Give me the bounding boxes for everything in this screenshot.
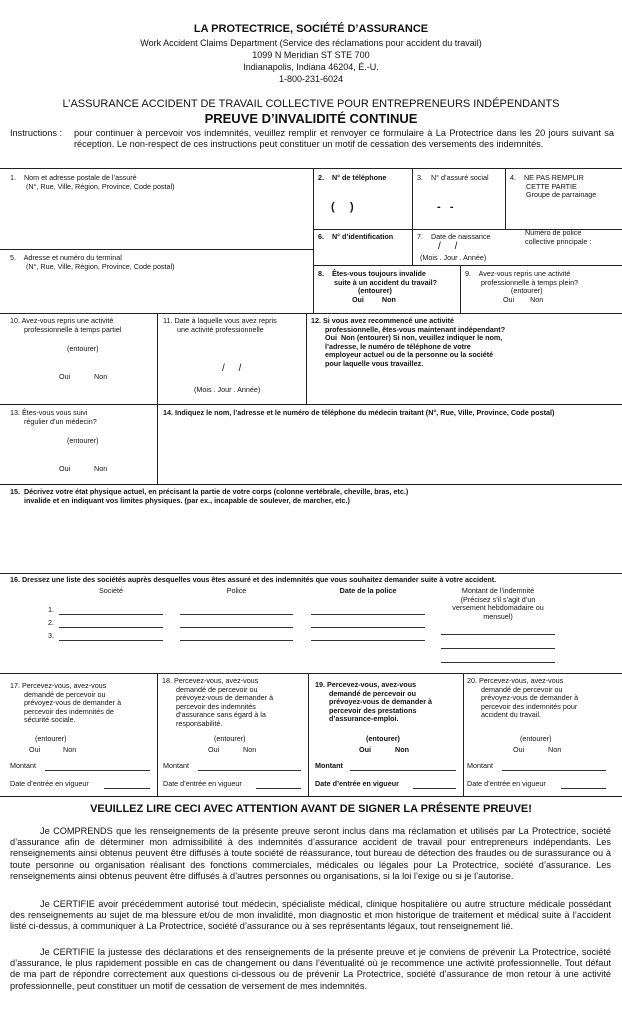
f18-montant: Montant bbox=[163, 761, 189, 770]
societe-line-2[interactable] bbox=[59, 627, 163, 628]
f17-circle: (entourer) bbox=[35, 734, 67, 743]
date-line-1[interactable] bbox=[311, 614, 425, 615]
col-societe: Société bbox=[99, 586, 123, 595]
societe-line-3[interactable] bbox=[59, 640, 163, 641]
phone-number: 1-800-231-6024 bbox=[278, 74, 344, 84]
row-number: 1. bbox=[48, 605, 54, 614]
f20-date-line[interactable] bbox=[561, 788, 606, 789]
notice-heading: VEUILLEZ LIRE CECI AVEC ATTENTION AVANT DE SIGNER LA PRÉSENTE PREUVE! bbox=[90, 803, 532, 815]
f20-montant: Montant bbox=[467, 761, 493, 770]
notice-paragraph-1: Je COMPRENDS que les renseignements de la présente preuve seront inclus dans ma réclamation et utilisés par La Protectrice, société d’assurance afin de déterminer mon admissibilité à des indemnités d’assurance accident de travail pour entrepreneurs indépendants. Les renseignements ainsi obtenus peuvent être diffusés à toute société de réassurance, tout bureau de détection des fraudes ou de surassurance ou à toute personne ou organisation réalisant des fonctions commerciales, médicales ou légales pour La Protectrice, société d’assurance. Les renseignements ainsi obtenus peuvent être diffusés à d’autres personnes ou organisations, si la loi l’exige ou si je l’autorise. bbox=[10, 826, 611, 881]
department: Work Accident Claims Department (Service des réclamations pour accident du travail) bbox=[140, 38, 482, 48]
f20-non[interactable]: Non bbox=[548, 745, 562, 754]
field-18-label: 18. Percevez-vous, avez-vous demandé de percevoir ou prévoyez-vous de demander à percevoir des indemnités d’assurance sans égard à la responsabilité. bbox=[162, 676, 274, 728]
form-title: L’ASSURANCE ACCIDENT DE TRAVAIL COLLECTIVE POUR ENTREPRENEURS INDÉPENDANTS bbox=[62, 98, 560, 110]
f19-non[interactable]: Non bbox=[395, 745, 409, 754]
f19-oui[interactable]: Oui bbox=[359, 745, 371, 754]
birth-date-slashes: / / bbox=[438, 241, 458, 252]
company-name: LA PROTECTRICE, SOCIÉTÉ D’ASSURANCE bbox=[193, 23, 429, 35]
f18-date-line[interactable] bbox=[256, 788, 301, 789]
f17-oui[interactable]: Oui bbox=[29, 745, 41, 754]
field-13-circle: (entourer) bbox=[67, 436, 99, 445]
field-10-non[interactable]: Non bbox=[94, 372, 108, 381]
field-16-label: 16. Dressez une liste des sociétés auprès desquelles vous êtes assuré et des indemnités que vous souhaitez demander suite à votre accident. bbox=[10, 575, 497, 584]
f19-montant-line[interactable] bbox=[350, 770, 456, 771]
birth-date-format: (Mois . Jour . Année) bbox=[420, 253, 487, 262]
field-9-label: 9. Avez-vous repris une activité professionnelle à temps plein? (entourer) Oui Non bbox=[465, 269, 579, 304]
field-15-label: 15. Décrivez votre état physique actuel, en précisant la partie de votre corps (colonne vertébrale, cheville, bras, etc.) invalide et en indiquant vos limites physiques. (par ex., incapable de soulever, de marcher, etc.) bbox=[10, 487, 409, 505]
field-10-circle: (entourer) bbox=[67, 344, 99, 353]
f18-date: Date d’entrée en vigueur bbox=[163, 779, 242, 788]
police-line-1[interactable] bbox=[180, 614, 293, 615]
f18-oui[interactable]: Oui bbox=[208, 745, 220, 754]
f17-date-line[interactable] bbox=[104, 788, 150, 789]
col-date: Date de la police bbox=[339, 586, 397, 595]
field-10-label: 10. Avez-vous repris une activité professionnelle à temps partiel bbox=[10, 316, 122, 334]
instructions-label: Instructions : bbox=[10, 128, 63, 138]
societe-line-1[interactable] bbox=[59, 614, 163, 615]
notice-paragraph-3: Je CERTIFIE la justesse des déclarations et des renseignements de la présente preuve et je conviens de prévenir La Protectrice, société d’assurance, le plus rapidement possible en cas de changement ou dans l’éventualité où je recommence une activité professionnelle. Tout défaut de ma part de répondre correctement aux questions ci-dessous ou de prévenir La Protectrice, société d’assurance de mon retour à une activité professionnelle, peut constituer un motif de cessation de versement de mes indemnités. bbox=[10, 947, 611, 991]
montant-line-1[interactable] bbox=[441, 634, 555, 635]
field-6-label: 6. N° d’identification bbox=[318, 232, 394, 241]
f17-non[interactable]: Non bbox=[63, 745, 77, 754]
date-line-3[interactable] bbox=[311, 640, 425, 641]
field-19-label: 19. Percevez-vous, avez-vous demandé de percevoir ou prévoyez-vous de demander à percevoir des prestations d’assurance-emploi. bbox=[315, 680, 433, 724]
f17-montant: Montant bbox=[10, 761, 36, 770]
f20-date: Date d’entrée en vigueur bbox=[467, 779, 546, 788]
field-12-label: 12. Si vous avez recommencé une activité professionnelle, êtes-vous maintenant indépendant? Oui Non (entourer) Si non, veuillez indiquer le nom, l’adresse, le numéro de téléphone de votre employeur actuel ou de la personne ou la société pour laquelle vous travaillez. bbox=[311, 316, 506, 368]
return-date-format: (Mois . Jour . Année) bbox=[194, 385, 261, 394]
col-police: Police bbox=[226, 586, 247, 595]
return-date-slashes: / / bbox=[222, 363, 242, 374]
f20-oui[interactable]: Oui bbox=[513, 745, 525, 754]
field-13-oui[interactable]: Oui bbox=[59, 464, 71, 473]
police-line-2[interactable] bbox=[180, 627, 293, 628]
field-4-policy: Numéro de police collective principale : bbox=[525, 228, 592, 246]
field-4-label: 4. NE PAS REMPLIR CETTE PARTIE Groupe de parrainage bbox=[510, 173, 597, 200]
col-montant: Montant de l’indemnité (Précisez s’il s’agit d’un versement hebdomadaire ou mensuel) bbox=[452, 586, 544, 621]
f20-montant-line[interactable] bbox=[502, 770, 606, 771]
field-14-label: 14. Indiquez le nom, l’adresse et le numéro de téléphone du médecin traitant (N°, Rue, Ville, Province, Code postal) bbox=[163, 408, 555, 417]
field-8-label: 8. Êtes-vous toujours invalide suite à un accident du travail? (entourer) Oui Non bbox=[318, 269, 438, 304]
field-1-label: 1. Nom et adresse postale de l’assuré (N°, Rue, Ville, Région, Province, Code postal) bbox=[10, 173, 175, 191]
notice-paragraph-2: Je CERTIFIE avoir précédemment autorisé tout médecin, spécialiste médical, clinique hospitalière ou autre structure médicale possédant des renseignements au sujet de ma blessure et/ou de mon invalidité, mon diagnostic et mon historique de traitement et médical suite à l’accident listé ci-dessus, à communiquer à La Protectrice, société d’assurance ou à ses représentants légaux, tout renseignement lié. bbox=[10, 899, 611, 932]
field-3-label: 3. N° d’assuré social bbox=[417, 173, 489, 182]
phone-parens: ( ) bbox=[331, 201, 354, 213]
field-13-label: 13. Êtes-vous vous suivi régulier d’un médecin? bbox=[10, 408, 97, 426]
sin-dashes: - - bbox=[437, 201, 454, 213]
f18-montant-line[interactable] bbox=[198, 770, 301, 771]
montant-line-3[interactable] bbox=[441, 662, 555, 663]
f18-non[interactable]: Non bbox=[243, 745, 257, 754]
field-2-label: 2. N° de téléphone bbox=[318, 173, 387, 182]
field-5-label: 5. Adresse et numéro du terminal (N°, Rue, Ville, Région, Province, Code postal) bbox=[10, 253, 175, 271]
field-20-label: 20. Percevez-vous, avez-vous demandé de percevoir ou prévoyez-vous de demander à percevoir des indemnités pour accident du travail. bbox=[467, 676, 579, 720]
row-number: 2. bbox=[48, 618, 54, 627]
address-line-2: Indianapolis, Indiana 46204, É.-U. bbox=[243, 62, 379, 72]
f17-montant-line[interactable] bbox=[45, 770, 150, 771]
address-line-1: 1099 N Meridian ST STE 700 bbox=[252, 50, 370, 60]
f19-montant: Montant bbox=[315, 761, 343, 770]
field-17-label: 17. Percevez-vous, avez-vous demandé de percevoir ou prévoyez-vous de demander à percevoir des indemnités de sécurité sociale. bbox=[10, 681, 122, 725]
instructions-text: pour continuer à percevoir vos indemnités, veuillez remplir et renvoyer ce formulaire à La Protectrice dans les 20 jours suivant sa réception. Le non-respect de ces instructions peut constituer un motif de cessation des versements des indemnités. bbox=[74, 128, 614, 149]
field-11-label: 11. Date à laquelle vous avez repris une activité professionnelle bbox=[163, 316, 277, 334]
row-number: 3. bbox=[48, 631, 54, 640]
police-line-3[interactable] bbox=[180, 640, 293, 641]
f17-date: Date d’entrée en vigueur bbox=[10, 779, 89, 788]
field-7-label: 7. Date de naissance bbox=[417, 232, 491, 241]
f19-date: Date d’entrée en vigueur bbox=[315, 779, 399, 788]
f19-circle: (entourer) bbox=[366, 734, 400, 743]
f19-date-line[interactable] bbox=[413, 788, 456, 789]
montant-line-2[interactable] bbox=[441, 648, 555, 649]
f20-circle: (entourer) bbox=[520, 734, 552, 743]
f18-circle: (entourer) bbox=[214, 734, 246, 743]
form-subtitle: PREUVE D’INVALIDITÉ CONTINUE bbox=[204, 111, 418, 126]
field-13-non[interactable]: Non bbox=[94, 464, 108, 473]
date-line-2[interactable] bbox=[311, 627, 425, 628]
field-10-oui[interactable]: Oui bbox=[59, 372, 71, 381]
